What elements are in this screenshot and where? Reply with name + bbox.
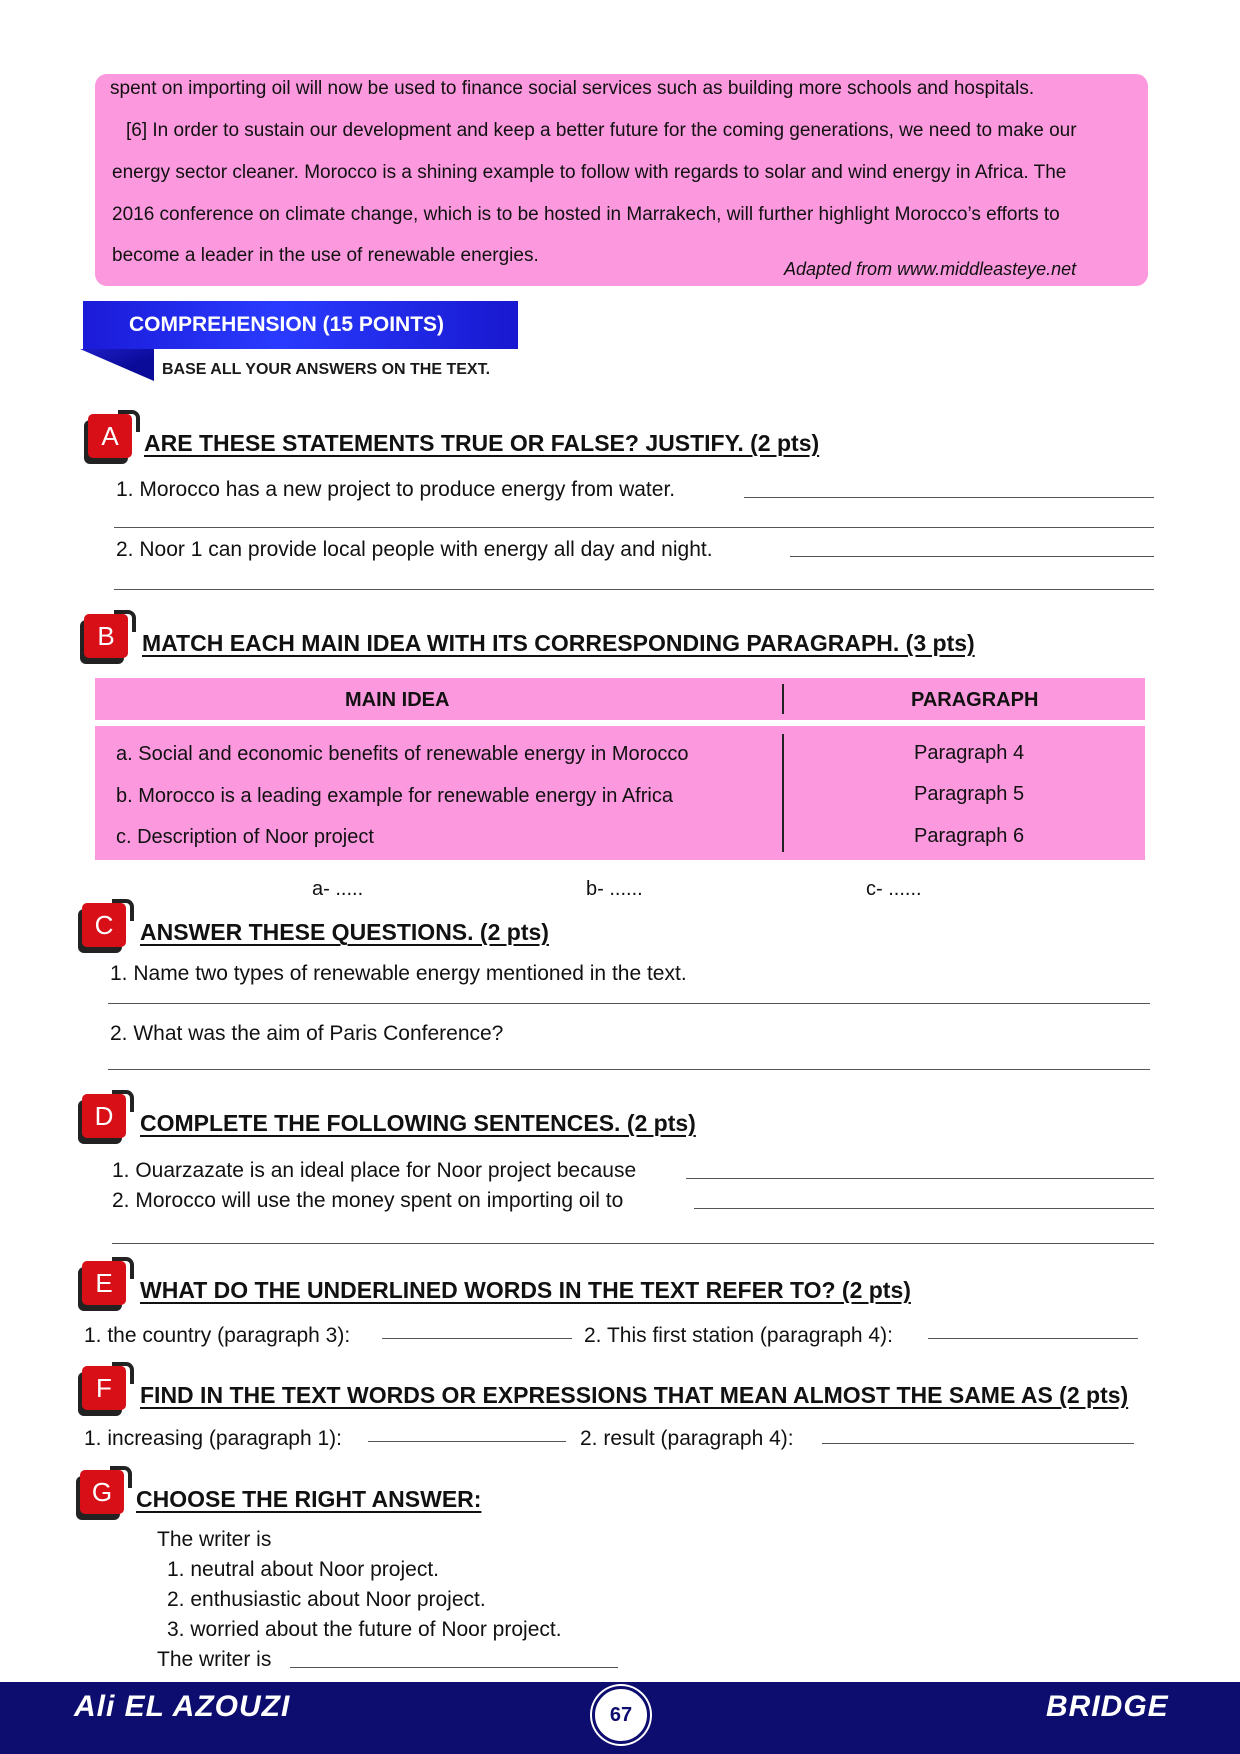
section-d-badge bbox=[82, 1094, 126, 1138]
section-e-badge bbox=[82, 1261, 126, 1305]
section-d-title: COMPLETE THE FOLLOWING SENTENCES. (2 pts) bbox=[140, 1110, 696, 1136]
passage-line: energy sector cleaner. Morocco is a shining example to follow with regards to solar and wind energy in Africa. The bbox=[112, 162, 1067, 183]
passage-line: become a leader in the use of renewable energies. bbox=[112, 245, 539, 266]
answer-line[interactable] bbox=[686, 1178, 1154, 1179]
passage-source: Adapted from www.middleasteye.net bbox=[784, 259, 1077, 279]
passage-line: [6] In order to sustain our development and keep a better future for the coming generations, we need to make our bbox=[126, 120, 1077, 141]
main-idea-a: a. Social and economic benefits of renewable energy in Morocco bbox=[116, 743, 689, 765]
section-a-badge bbox=[88, 414, 132, 458]
section-b-badge bbox=[84, 614, 128, 658]
answer-line[interactable] bbox=[822, 1443, 1134, 1444]
answer-line[interactable] bbox=[114, 589, 1154, 590]
section-letter: C bbox=[82, 903, 126, 947]
answer-line[interactable] bbox=[744, 497, 1154, 498]
section-f-title: FIND IN THE TEXT WORDS OR EXPRESSIONS THAT MEAN ALMOST THE SAME AS (2 pts) bbox=[140, 1382, 1129, 1408]
table-divider bbox=[782, 734, 784, 852]
answer-line[interactable] bbox=[928, 1338, 1138, 1339]
answer-line[interactable] bbox=[108, 1069, 1150, 1070]
answer-line[interactable] bbox=[112, 1243, 1154, 1244]
header-paragraph: PARAGRAPH bbox=[911, 689, 1039, 711]
section-g-badge bbox=[80, 1470, 124, 1514]
answer-line[interactable] bbox=[108, 1003, 1150, 1004]
paragraph-option: Paragraph 6 bbox=[914, 825, 1025, 847]
main-idea-b: b. Morocco is a leading example for renewable energy in Africa bbox=[116, 785, 673, 807]
answer-line[interactable] bbox=[694, 1208, 1154, 1209]
section-letter: B bbox=[84, 614, 128, 658]
section-b-title: MATCH EACH MAIN IDEA WITH ITS CORRESPONDING PARAGRAPH. (3 pts) bbox=[142, 630, 975, 656]
section-letter: A bbox=[88, 414, 132, 458]
section-a-title: ARE THESE STATEMENTS TRUE OR FALSE? JUSTIFY. (2 pts) bbox=[144, 430, 820, 456]
section-letter: F bbox=[82, 1366, 126, 1410]
banner-fold bbox=[80, 349, 154, 381]
footer-author: Ali EL AZOUZI bbox=[74, 1690, 291, 1723]
comprehension-banner: COMPREHENSION (15 POINTS) bbox=[83, 301, 518, 349]
passage-line: 2016 conference on climate change, which is to be hosted in Marrakech, will further highlight Morocco’s efforts to bbox=[112, 204, 1060, 225]
answer-line[interactable] bbox=[368, 1441, 566, 1442]
section-e-title: WHAT DO THE UNDERLINED WORDS IN THE TEXT REFER TO? (2 pts) bbox=[140, 1277, 911, 1303]
main-idea-c: c. Description of Noor project bbox=[116, 826, 374, 848]
table-divider bbox=[782, 684, 784, 714]
page-number: 67 bbox=[592, 1686, 650, 1744]
section-letter: E bbox=[82, 1261, 126, 1305]
question-a1: 1. Morocco has a new project to produce energy from water. bbox=[116, 478, 676, 501]
question-a2: 2. Noor 1 can provide local people with energy all day and night. bbox=[116, 538, 713, 561]
comprehension-note: BASE ALL YOUR ANSWERS ON THE TEXT. bbox=[162, 361, 491, 378]
answer-prompt: The writer is bbox=[157, 1648, 272, 1671]
answer-line[interactable] bbox=[114, 527, 1154, 528]
question-f2: 2. result (paragraph 4): bbox=[580, 1427, 794, 1450]
question-f1: 1. increasing (paragraph 1): bbox=[84, 1427, 342, 1450]
section-letter: G bbox=[80, 1470, 124, 1514]
question-d2: 2. Morocco will use the money spent on importing oil to bbox=[112, 1189, 624, 1212]
answer-slot-c[interactable]: c- ...... bbox=[866, 878, 922, 900]
section-g-title: CHOOSE THE RIGHT ANSWER: bbox=[136, 1486, 482, 1512]
section-c-badge bbox=[82, 903, 126, 947]
answer-slot-b[interactable]: b- ...... bbox=[586, 878, 643, 900]
footer-book: BRIDGE bbox=[1046, 1690, 1169, 1723]
answer-slot-a[interactable]: a- ..... bbox=[312, 878, 364, 900]
question-c1: 1. Name two types of renewable energy mentioned in the text. bbox=[110, 962, 687, 985]
answer-line[interactable] bbox=[382, 1338, 572, 1339]
option-1[interactable]: 1. neutral about Noor project. bbox=[167, 1558, 439, 1581]
paragraph-option: Paragraph 4 bbox=[914, 742, 1025, 764]
paragraph-option: Paragraph 5 bbox=[914, 783, 1025, 805]
option-3[interactable]: 3. worried about the future of Noor project. bbox=[167, 1618, 562, 1641]
question-g-stem: The writer is bbox=[157, 1528, 272, 1551]
header-main-idea: MAIN IDEA bbox=[345, 689, 450, 711]
answer-line[interactable] bbox=[290, 1667, 618, 1668]
section-letter: D bbox=[82, 1094, 126, 1138]
option-2[interactable]: 2. enthusiastic about Noor project. bbox=[167, 1588, 486, 1611]
question-e1: 1. the country (paragraph 3): bbox=[84, 1324, 351, 1347]
question-e2: 2. This first station (paragraph 4): bbox=[584, 1324, 893, 1347]
answer-line[interactable] bbox=[790, 556, 1154, 557]
section-c-title: ANSWER THESE QUESTIONS. (2 pts) bbox=[140, 919, 549, 945]
section-f-badge bbox=[82, 1366, 126, 1410]
question-c2: 2. What was the aim of Paris Conference? bbox=[110, 1022, 504, 1045]
question-d1: 1. Ouarzazate is an ideal place for Noor project because bbox=[112, 1159, 637, 1182]
passage-line: spent on importing oil will now be used to finance social services such as building more schools and hospitals. bbox=[110, 78, 1035, 99]
